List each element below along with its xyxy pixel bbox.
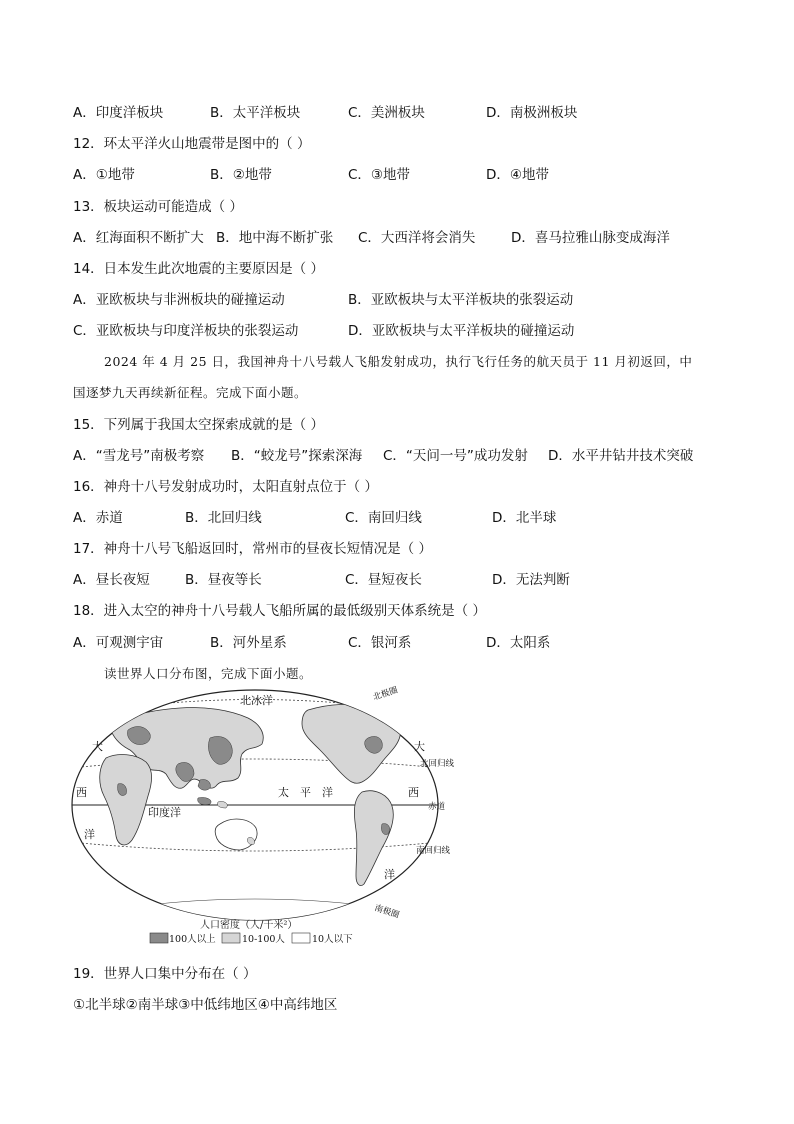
map-legend — [150, 918, 353, 945]
q14-option-d: D．亚欧板块与太平洋板块的碰撞运动 — [348, 323, 575, 339]
q16-option-c: C．南回归线 — [345, 510, 422, 526]
q11-option-b: B．太平洋板块 — [210, 105, 301, 121]
label-atlantic-left-da: 大 — [92, 740, 103, 753]
label-atlantic-right-yang: 洋 — [384, 868, 395, 881]
q11-option-c: C．美洲板块 — [348, 105, 425, 121]
q11-option-a: A．印度洋板块 — [73, 105, 164, 121]
label-antarctic-circle: 南极圈 — [373, 903, 401, 921]
q17-option-b: B．昼夜等长 — [185, 572, 262, 588]
legend-label-mid: 10-100人 — [242, 934, 285, 945]
q16-option-a: A．赤道 — [73, 510, 123, 526]
q16-stem: 16．神舟十八号发射成功时，太阳直射点位于（ ） — [73, 479, 378, 495]
passage-shenzhou-line1: 2024 年 4 月 25 日，我国神舟十八号载人飞船发射成功，执行飞行任务的航天员于 11 月初返回，中 — [104, 354, 693, 369]
q14-option-c: C．亚欧板块与印度洋板块的张裂运动 — [73, 323, 299, 339]
q14-option-b: B．亚欧板块与太平洋板块的张裂运动 — [348, 292, 574, 308]
q14-option-a: A．亚欧板块与非洲板块的碰撞运动 — [73, 292, 285, 308]
q13-option-a: A．红海面积不断扩大 — [73, 230, 204, 246]
q16-option-d: D．北半球 — [492, 510, 557, 526]
q14-stem: 14．日本发生此次地震的主要原因是（ ） — [73, 261, 324, 277]
q11-option-d: D．南极洲板块 — [486, 105, 578, 121]
passage-shenzhou-line2: 国逐梦九天再续新征程。完成下面小题。 — [73, 385, 308, 400]
label-equator: 赤道 — [428, 802, 446, 812]
q17-stem: 17．神舟十八号飞船返回时，常州市的昼夜长短情况是（ ） — [73, 541, 432, 557]
q12-option-d: D．④地带 — [486, 167, 549, 183]
legend-label-high: 100人以上 — [169, 934, 216, 945]
q12-stem: 12．环太平洋火山地震带是图中的（ ） — [73, 136, 311, 152]
q19-stem: 19．世界人口集中分布在（ ） — [73, 966, 257, 982]
q12-option-c: C．③地带 — [348, 167, 411, 183]
legend-swatch-mid — [222, 933, 240, 943]
label-tropic-cancer: 北回归线 — [420, 759, 455, 769]
q15-stem: 15．下列属于我国太空探索成就的是（ ） — [73, 417, 324, 433]
q18-option-b: B．河外星系 — [210, 635, 287, 651]
label-arctic-ocean: 北冰洋 — [240, 694, 273, 707]
brazil-coastal-dense-area — [381, 824, 389, 835]
q18-option-d: D．太阳系 — [486, 635, 551, 651]
legend-swatch-high — [150, 933, 168, 943]
q12-option-a: A．①地带 — [73, 167, 135, 183]
q18-option-c: C．银河系 — [348, 635, 412, 651]
q17-option-c: C．昼短夜长 — [345, 572, 422, 588]
label-atlantic-left-xi: 西 — [76, 786, 87, 799]
q12-option-b: B．②地带 — [210, 167, 272, 183]
q15-option-b: B．“蛟龙号”探索深海 — [231, 448, 363, 464]
legend-swatch-low — [292, 933, 310, 943]
q16-option-b: B．北回归线 — [185, 510, 262, 526]
label-atlantic-left-yang: 洋 — [84, 828, 95, 841]
q13-option-c: C．大西洋将会消失 — [358, 230, 476, 246]
passage-population-map: 读世界人口分布图，完成下面小题。 — [104, 666, 313, 681]
q17-option-d: D．无法判断 — [492, 572, 570, 588]
legend-label-low: 10人以下 — [312, 934, 353, 945]
q18-option-a: A．可观测宇宙 — [73, 635, 164, 651]
q15-option-d: D．水平井钻井技术突破 — [548, 448, 694, 464]
legend-title: 人口密度（人/千米²） — [200, 920, 298, 931]
q13-option-d: D．喜马拉雅山脉变成海洋 — [511, 230, 670, 246]
label-atlantic-right-da: 大 — [414, 740, 425, 753]
q17-option-a: A．昼长夜短 — [73, 572, 150, 588]
label-atlantic-right-xi: 西 — [408, 786, 419, 799]
label-arctic-circle: 北极圈 — [371, 685, 400, 703]
label-pacific-ocean: 太 平 洋 — [278, 786, 333, 799]
q19-choices: ①北半球②南半球③中低纬地区④中高纬地区 — [73, 997, 338, 1013]
q15-option-a: A．“雪龙号”南极考察 — [73, 448, 205, 464]
q13-option-b: B．地中海不断扩张 — [216, 230, 334, 246]
q15-option-c: C．“天问一号”成功发射 — [383, 448, 528, 464]
q18-stem: 18．进入太空的神舟十八号载人飞船所属的最低级别天体系统是（ ） — [73, 603, 486, 619]
label-tropic-capricorn: 南回归线 — [416, 846, 451, 856]
q13-stem: 13．板块运动可能造成（ ） — [73, 199, 243, 215]
label-indian-ocean: 印度洋 — [148, 806, 181, 819]
world-population-map — [70, 685, 455, 948]
